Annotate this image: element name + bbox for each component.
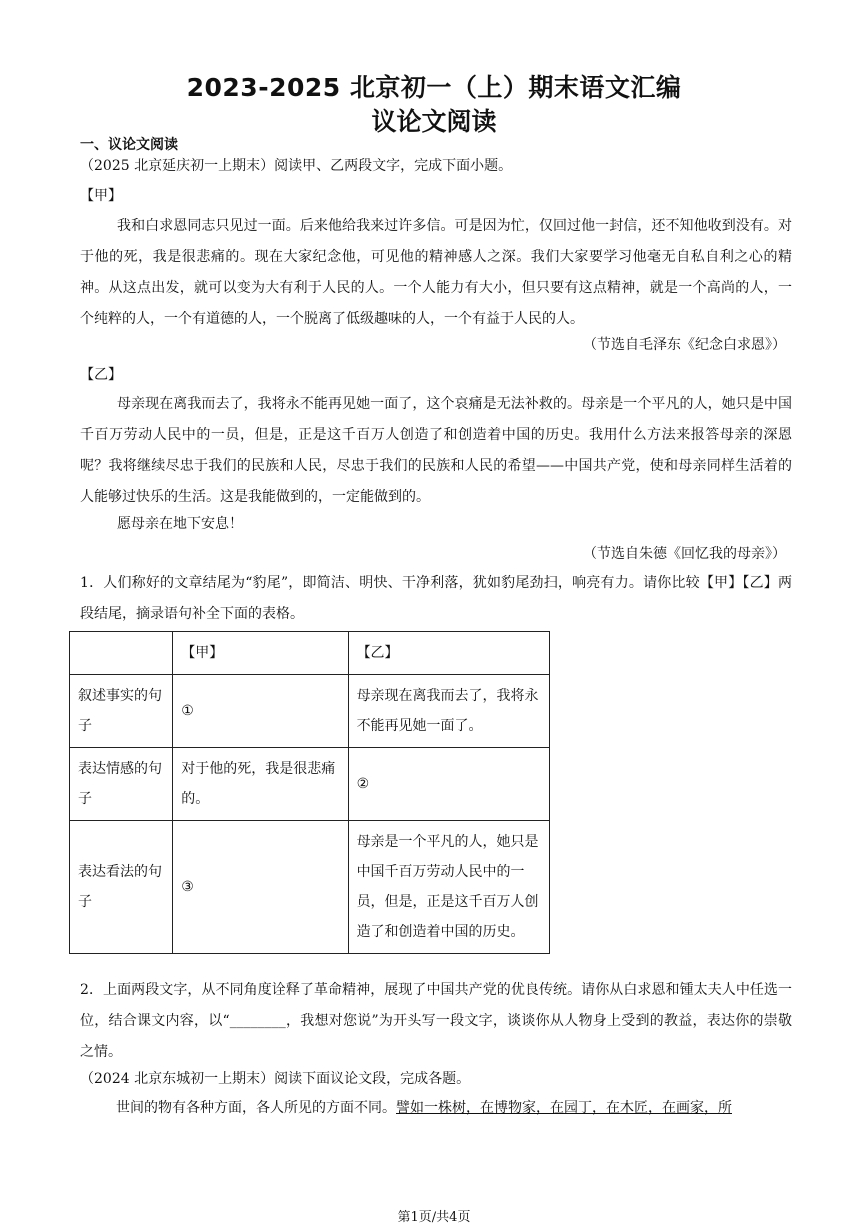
comparison-table xyxy=(69,631,550,954)
table-header-cell: 【乙】 xyxy=(348,632,549,675)
label-yi: 【乙】 xyxy=(80,367,122,383)
passage-yi: 母亲现在离我而去了，我将永不能再见她一面了，这个哀痛是无法补救的。母亲是一个平凡的人，她只是中国千百万劳动人民中的一员，但是，正是这千百万人创造了和创造着中国的历史。我用什么方法来报答母亲的深恩呢？我将继续尽忠于我们的民族和人民，尽忠于我们的民族和人民的希望——中国共产党，使和母亲同样生活着的人能够过快乐的生活。这是我能做到的，一定能做到的。 xyxy=(80,396,792,505)
section-heading: 一、议论文阅读 xyxy=(80,137,178,153)
label-jia: 【甲】 xyxy=(80,188,122,204)
table-row xyxy=(70,748,550,821)
table-cell: 对于他的死，我是很悲痛的。 xyxy=(173,748,348,821)
source-intro-2: （2024 北京东城初一上期末）阅读下面议论文段，完成各题。 xyxy=(80,1071,471,1087)
table-row xyxy=(70,821,550,954)
table-cell: 母亲现在离我而去了，我将永不能再见她一面了。 xyxy=(348,675,549,748)
table-cell: 表达情感的句子 xyxy=(70,748,173,821)
passage-2-first-line xyxy=(116,1098,732,1118)
table-cell: 表达看法的句子 xyxy=(70,821,173,954)
citation-yi: （节选自朱德《回忆我的母亲》） xyxy=(583,546,786,562)
table-cell: ③ xyxy=(173,821,348,954)
question-2: 2．上面两段文字，从不同角度诠释了革命精神，展现了中国共产党的优良传统。请你从白求恩和锺太夫人中任选一位，结合课文内容，以“________，我想对您说”为开头写一段文字，谈谈你从人物身上受到的教益，表达你的崇敬之情。 xyxy=(80,982,792,1060)
table-cell: 母亲是一个平凡的人，她只是中国千百万劳动人民中的一员，但是，正是这千百万人创造了和创造着中国的历史。 xyxy=(348,821,549,954)
table-cell: 叙述事实的句子 xyxy=(70,675,173,748)
page-number: 第1页/共4页 xyxy=(397,1210,471,1225)
table-cell: ① xyxy=(173,675,348,748)
document-subtitle: 议论文阅读 xyxy=(371,107,497,136)
table-header-row xyxy=(70,632,550,675)
passage-2-underlined-text: 譬如一株树，在博物家，在园丁，在木匠，在画家，所 xyxy=(396,1100,732,1116)
passage-2-text: 世间的物有各种方面，各人所见的方面不同。 xyxy=(116,1100,396,1116)
table-cell: ② xyxy=(348,748,549,821)
document-title: 2023-2025 北京初一（上）期末语文汇编 xyxy=(186,73,682,102)
table-header-cell xyxy=(70,632,173,675)
source-intro-1: （2025 北京延庆初一上期末）阅读甲、乙两段文字，完成下面小题。 xyxy=(80,158,513,174)
table-row xyxy=(70,675,550,748)
citation-jia: （节选自毛泽东《纪念白求恩》） xyxy=(583,337,786,353)
passage-yi-closing: 愿母亲在地下安息！ xyxy=(117,516,243,532)
table-header-cell: 【甲】 xyxy=(173,632,348,675)
question-1: 1．人们称好的文章结尾为“豹尾”，即简洁、明快、干净利落，犹如豹尾劲扫，响亮有力。请你比较【甲】【乙】两段结尾，摘录语句补全下面的表格。 xyxy=(80,575,792,622)
passage-jia: 我和白求恩同志只见过一面。后来他给我来过许多信。可是因为忙，仅回过他一封信，还不知他收到没有。对于他的死，我是很悲痛的。现在大家纪念他，可见他的精神感人之深。我们大家要学习他毫无自私自利之心的精神。从这点出发，就可以变为大有利于人民的人。一个人能力有大小，但只要有这点精神，就是一个高尚的人，一个纯粹的人，一个有道德的人，一个脱离了低级趣味的人，一个有益于人民的人。 xyxy=(80,218,792,327)
